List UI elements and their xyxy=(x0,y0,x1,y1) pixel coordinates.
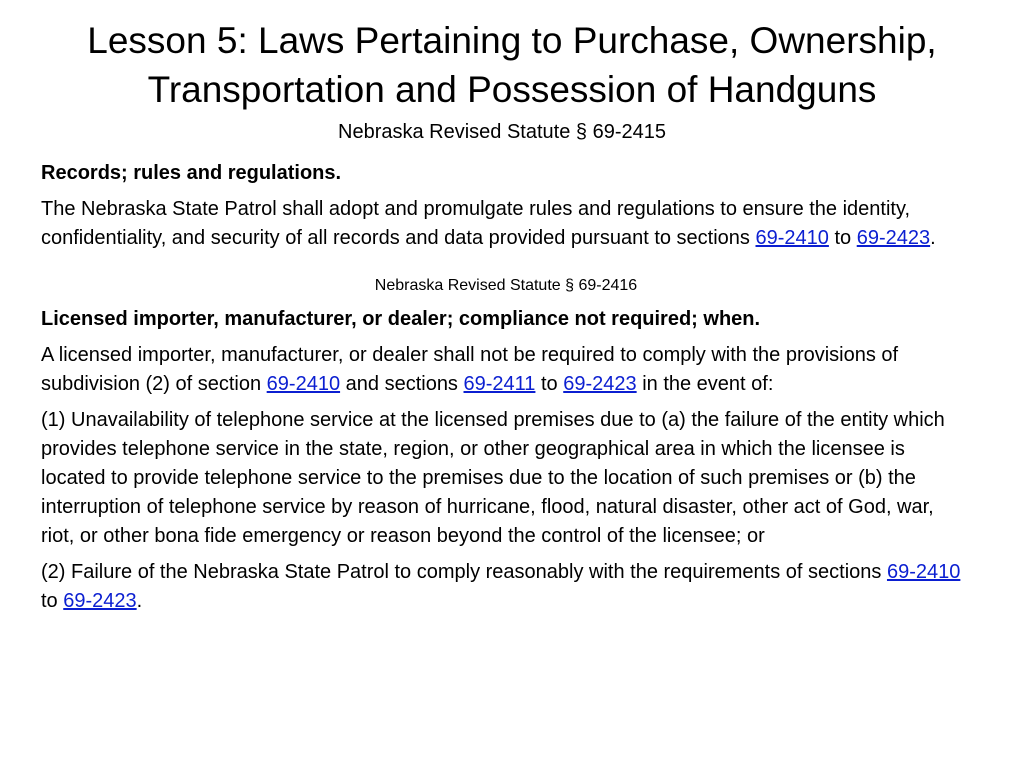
statute-2416-heading: Licensed importer, manufacturer, or dealer; compliance not required; when. xyxy=(41,308,761,330)
statute-2416-item-1: (1) Unavailability of telephone service at the licensed premises due to (a) the failure of the entity which provides telephone service in the state, region, or other geographical area in which the licensee is located to provide telephone service to the premises due to the location of such premises or (b) the interruption of telephone service by reason of hurricane, flood, natural disaster, other act of God, war, riot, or other bona fide emergency or reason beyond the control of the licensee; or xyxy=(41,409,945,547)
statute-2416-intro-text-b: and sections xyxy=(345,373,458,395)
statute-2416-item-2-text: (2) Failure of the Nebraska State Patrol to comply reasonably with the requirements of sections xyxy=(41,561,882,583)
link-69-2423[interactable]: 69-2423 xyxy=(63,590,137,612)
statute-2416-item-2 xyxy=(41,558,971,616)
statute-2416-intro xyxy=(41,341,971,399)
statute-2415-body xyxy=(41,195,971,253)
connector-to: to xyxy=(834,227,852,249)
statute-2415-heading: Records; rules and regulations. xyxy=(41,162,342,184)
period: . xyxy=(136,590,143,612)
connector-to: to xyxy=(41,590,58,612)
slide-title-line-1: Lesson 5: Laws Pertaining to Purchase, Ownership, xyxy=(87,20,937,61)
slide-title-line-2: Transportation and Possession of Handguns xyxy=(147,69,877,110)
connector-to: to xyxy=(540,373,558,395)
slide-title xyxy=(30,16,994,114)
slide-content xyxy=(41,159,971,623)
statute-2415-caption: Nebraska Revised Statute § 69-2415 xyxy=(338,121,666,143)
link-69-2411[interactable]: 69-2411 xyxy=(463,373,536,395)
link-69-2423[interactable]: 69-2423 xyxy=(856,227,931,249)
statute-2416-intro-text-a: A licensed importer, manufacturer, or dealer shall not be required to comply with the provisions of subdivision (2) of section xyxy=(41,344,899,395)
link-69-2423[interactable]: 69-2423 xyxy=(563,373,637,395)
statute-2416-intro-text-d: in the event of: xyxy=(642,373,774,395)
period: . xyxy=(930,227,936,249)
link-69-2410[interactable]: 69-2410 xyxy=(755,227,829,249)
statute-2415-body-text: The Nebraska State Patrol shall adopt and promulgate rules and regulations to ensure the identity, confidentiality, and security of all records and data provided pursuant to sections xyxy=(41,198,911,249)
statute-2416-caption: Nebraska Revised Statute § 69-2416 xyxy=(374,277,638,294)
link-69-2410[interactable]: 69-2410 xyxy=(886,561,961,583)
link-69-2410[interactable]: 69-2410 xyxy=(266,373,341,395)
